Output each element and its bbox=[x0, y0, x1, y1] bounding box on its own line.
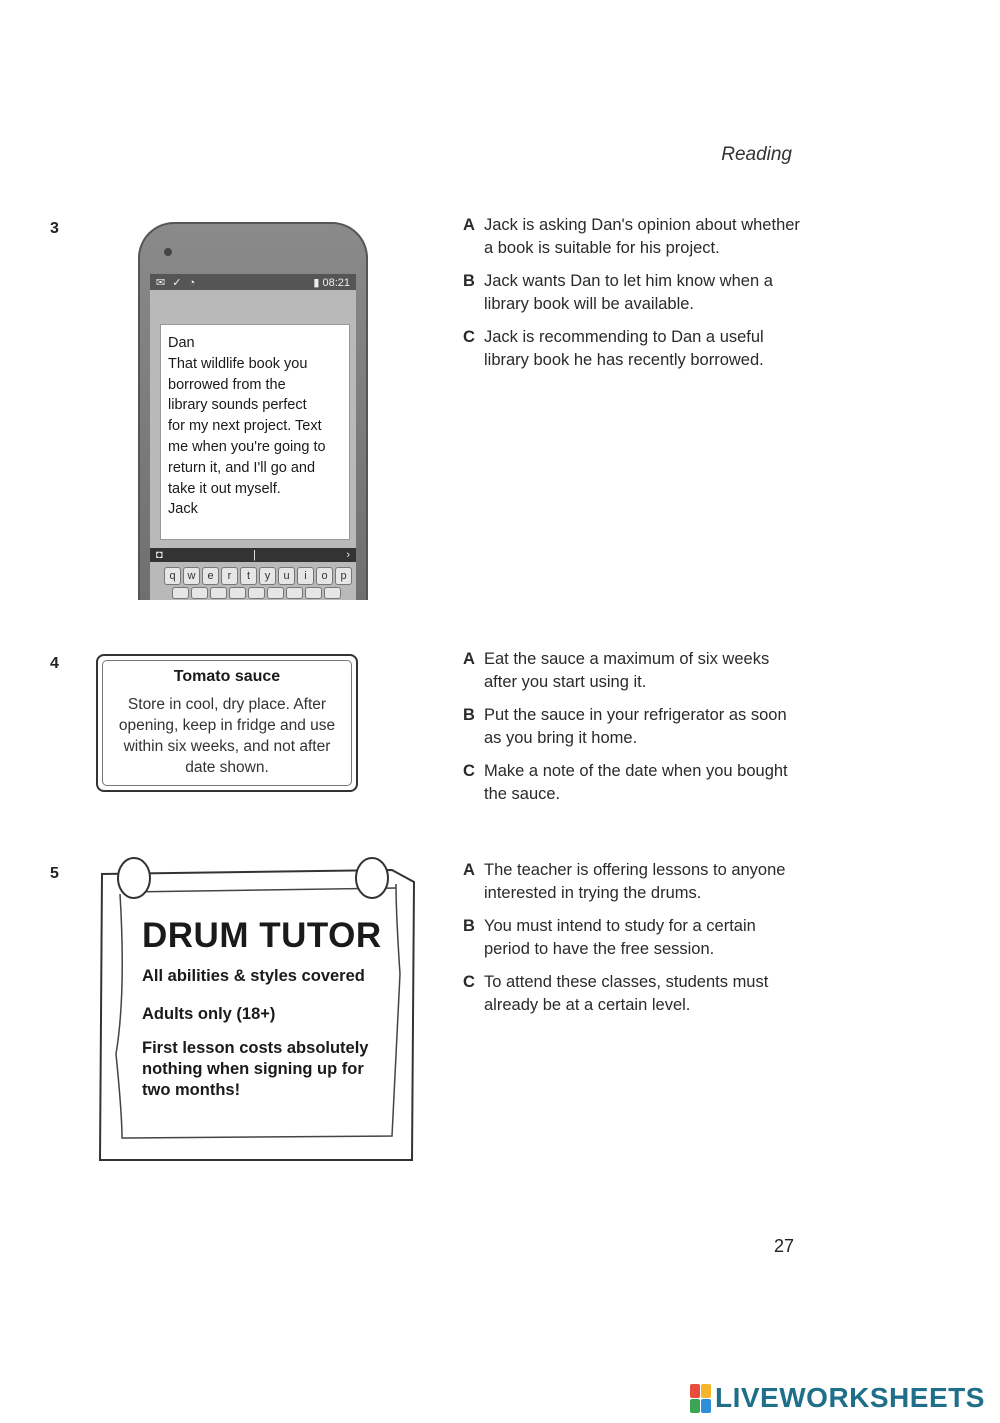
keyboard-row bbox=[172, 587, 341, 599]
option-text: Jack is asking Dan's opinion about whether a book is suitable for his project. bbox=[484, 216, 800, 257]
logo-tile bbox=[690, 1384, 700, 1398]
message-line: That wildlife book you bbox=[168, 355, 308, 372]
option-text: Jack wants Dan to let him know when a library book will be available. bbox=[484, 272, 773, 313]
option-c[interactable] bbox=[463, 760, 803, 806]
status-bar bbox=[150, 274, 356, 290]
keyboard bbox=[164, 567, 352, 585]
message-line: for my next project. Text bbox=[168, 418, 322, 435]
poster-line: All abilities & styles covered bbox=[142, 967, 365, 985]
option-letter: A bbox=[463, 861, 475, 879]
key bbox=[210, 587, 227, 599]
phone-screen bbox=[150, 274, 356, 600]
option-text: Put the sauce in your refrigerator as soon as you bring it home. bbox=[484, 706, 787, 747]
watermark bbox=[690, 1382, 985, 1414]
key bbox=[172, 587, 189, 599]
page-number: 27 bbox=[774, 1236, 795, 1256]
option-b[interactable] bbox=[463, 915, 803, 961]
watermark-text: LIVEWORKSHEETS bbox=[715, 1382, 985, 1413]
key bbox=[305, 587, 322, 599]
message-line: borrowed from the bbox=[168, 376, 286, 393]
pin-right-icon bbox=[356, 858, 388, 898]
message-line: Dan bbox=[168, 335, 195, 351]
key: i bbox=[297, 567, 314, 585]
compose-bar bbox=[150, 548, 356, 562]
key: t bbox=[240, 567, 257, 585]
key bbox=[267, 587, 284, 599]
sauce-label bbox=[96, 654, 358, 792]
key bbox=[191, 587, 208, 599]
option-letter: B bbox=[463, 917, 475, 935]
option-c[interactable] bbox=[463, 971, 803, 1017]
poster-line: Adults only (18+) bbox=[142, 1005, 276, 1023]
option-letter: B bbox=[463, 272, 475, 290]
message-line: take it out myself. bbox=[168, 480, 281, 497]
message-line: me when you're going to bbox=[168, 438, 326, 455]
options-question-3 bbox=[463, 214, 803, 382]
option-letter: B bbox=[463, 706, 475, 724]
message-line: Jack bbox=[168, 501, 198, 518]
key: e bbox=[202, 567, 219, 585]
logo-tile bbox=[701, 1399, 711, 1413]
key: r bbox=[221, 567, 238, 585]
options-question-5 bbox=[463, 859, 803, 1027]
key: p bbox=[335, 567, 352, 585]
key: q bbox=[164, 567, 181, 585]
option-text: The teacher is offering lessons to anyone interested in trying the drums. bbox=[484, 861, 786, 902]
option-letter: C bbox=[463, 762, 475, 780]
key: y bbox=[259, 567, 276, 585]
notification-icons: ✉ ✓ ◔ bbox=[156, 276, 198, 289]
camera-button-icon: ◘ bbox=[156, 549, 163, 561]
section-label: Reading bbox=[721, 144, 792, 165]
option-letter: A bbox=[463, 216, 475, 234]
option-text: Eat the sauce a maximum of six weeks after you start using it. bbox=[484, 650, 770, 691]
option-b[interactable] bbox=[463, 704, 803, 750]
text-message bbox=[160, 324, 350, 540]
label-title: Tomato sauce bbox=[173, 668, 281, 685]
key: w bbox=[183, 567, 200, 585]
poster-line: First lesson costs absolutely nothing when signing up for two months! bbox=[142, 1039, 369, 1099]
send-icon: › bbox=[346, 549, 350, 561]
pin-left-icon bbox=[118, 858, 150, 898]
poster-title: DRUM TUTOR bbox=[142, 916, 382, 955]
logo-tile bbox=[701, 1384, 711, 1398]
liveworksheets-logo-icon bbox=[690, 1384, 711, 1413]
message-line: library sounds perfect bbox=[168, 397, 307, 414]
options-question-4 bbox=[463, 648, 803, 816]
logo-tile bbox=[690, 1399, 700, 1413]
option-letter: C bbox=[463, 973, 475, 991]
key: o bbox=[316, 567, 333, 585]
message-line: return it, and I'll go and bbox=[168, 459, 316, 476]
cursor-icon: | bbox=[253, 549, 256, 561]
option-b[interactable] bbox=[463, 270, 803, 316]
option-text: To attend these classes, students must already be at a certain level. bbox=[484, 973, 769, 1014]
key bbox=[286, 587, 303, 599]
status-time: ▮ 08:21 bbox=[313, 276, 350, 289]
question-number-5: 5 bbox=[50, 865, 59, 882]
option-text: Jack is recommending to Dan a useful library book he has recently borrowed. bbox=[484, 328, 764, 369]
option-a[interactable] bbox=[463, 648, 803, 694]
option-letter: A bbox=[463, 650, 475, 668]
option-a[interactable] bbox=[463, 214, 803, 260]
label-text: Store in cool, dry place. After opening, keep in fridge and use within six weeks, and not after date shown. bbox=[118, 696, 336, 776]
key: u bbox=[278, 567, 295, 585]
option-text: You must intend to study for a certain period to have the free session. bbox=[484, 917, 756, 958]
option-c[interactable] bbox=[463, 326, 803, 372]
key bbox=[229, 587, 246, 599]
option-letter: C bbox=[463, 328, 475, 346]
phone-image bbox=[138, 222, 368, 600]
camera-icon bbox=[164, 248, 172, 256]
drum-tutor-poster bbox=[96, 854, 420, 1164]
key bbox=[324, 587, 341, 599]
option-text: Make a note of the date when you bought the sauce. bbox=[484, 762, 788, 803]
key bbox=[248, 587, 265, 599]
question-number-3: 3 bbox=[50, 220, 59, 237]
option-a[interactable] bbox=[463, 859, 803, 905]
question-number-4: 4 bbox=[50, 655, 59, 672]
